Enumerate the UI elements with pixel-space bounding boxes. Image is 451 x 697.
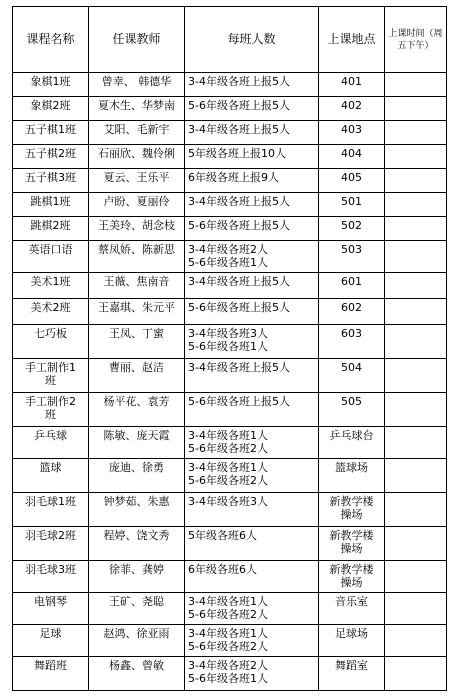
cell-teacher: 杨鑫、曾敏 [89,657,185,691]
cell-course [13,169,89,193]
cell-course-line: 乒乓球 [34,429,67,442]
table-row [13,97,447,121]
cell-location-line: 新教学楼 [329,529,374,542]
cell-time [385,325,447,359]
cell-location-line: 405 [341,171,362,184]
cell-time [385,561,447,593]
cell-teacher: 赵鸿、徐亚雨 [89,625,185,657]
cell-location [319,121,385,145]
cell-time [385,169,447,193]
cell-location [319,657,385,691]
cell-course [13,217,89,241]
cell-per-class-line: 3-4年级各班3人 [188,495,268,508]
cell-course [13,121,89,145]
cell-per-class-line: 5-6年级各班上报5人 [188,395,290,408]
cell-location [319,217,385,241]
cell-time [385,273,447,299]
cell-location [319,393,385,427]
cell-course [13,527,89,561]
cell-teacher: 曹丽、赵洁 [89,359,185,393]
cell-per-class-line: 3-4年级各班上报5人 [188,195,290,208]
table-row [13,325,447,359]
cell-time [385,217,447,241]
cell-per-class [185,97,319,121]
cell-per-class [185,193,319,217]
table-body [13,73,447,691]
cell-per-class [185,427,319,459]
cell-location [319,527,385,561]
cell-course-line: 象棋1班 [30,75,71,88]
table-row [13,625,447,657]
cell-teacher: 卢盼、夏丽伶 [89,193,185,217]
header-location: 上课地点 [319,7,385,73]
cell-time [385,493,447,527]
cell-location-line: 401 [341,75,362,88]
cell-course-line: 七巧板 [34,327,67,340]
cell-time [385,97,447,121]
cell-location-line: 新教学楼 [329,563,374,576]
cell-per-class [185,241,319,273]
cell-teacher: 程婷、饶文秀 [89,527,185,561]
cell-time [385,593,447,625]
cell-course [13,273,89,299]
cell-location-line: 舞蹈室 [335,659,368,672]
cell-time [385,393,447,427]
table-row [13,459,447,493]
cell-course-line: 五子棋1班 [25,123,76,136]
cell-location [319,73,385,97]
cell-time [385,193,447,217]
cell-teacher: 王嘉琪、朱元平 [89,299,185,325]
cell-per-class [185,145,319,169]
cell-per-class-line: 3-4年级各班上报5人 [188,275,290,288]
cell-per-class-line: 5年级各班6人 [188,529,257,542]
cell-location-line: 403 [341,123,362,136]
cell-per-class [185,299,319,325]
cell-teacher: 钟梦茹、朱惠 [89,493,185,527]
header-teacher: 任课教师 [89,7,185,73]
cell-location-line: 502 [341,219,362,232]
cell-location-line: 操场 [340,542,363,555]
cell-per-class [185,393,319,427]
cell-per-class-line: 5-6年级各班2人 [188,640,268,653]
cell-per-class [185,459,319,493]
cell-teacher: 夏云、王乐平 [89,169,185,193]
cell-per-class-line: 3-4年级各班上报5人 [188,123,290,136]
cell-course [13,625,89,657]
cell-per-class-line: 3-4年级各班1人 [188,461,268,474]
cell-location-line: 602 [341,301,362,314]
cell-per-class-line: 3-4年级各班上报5人 [188,75,290,88]
cell-per-class-line: 5-6年级各班2人 [188,442,268,455]
cell-course [13,299,89,325]
cell-location [319,97,385,121]
cell-teacher: 王矿、尧聪 [89,593,185,625]
cell-course [13,493,89,527]
header-per-class: 每班人数 [185,7,319,73]
cell-course [13,73,89,97]
cell-location [319,241,385,273]
cell-per-class [185,493,319,527]
cell-per-class-line: 3-4年级各班3人 [188,327,268,340]
cell-location-line: 402 [341,99,362,112]
table-row [13,393,447,427]
table-row [13,427,447,459]
table-row [13,241,447,273]
cell-teacher: 陈敏、庞天霞 [89,427,185,459]
cell-per-class-line: 3-4年级各班上报5人 [188,361,290,374]
table-row [13,273,447,299]
cell-per-class [185,527,319,561]
cell-location [319,593,385,625]
cell-location [319,561,385,593]
table-row [13,561,447,593]
cell-per-class-line: 5-6年级各班上报5人 [188,301,290,314]
cell-time [385,121,447,145]
table-row [13,493,447,527]
cell-course [13,561,89,593]
cell-location [319,325,385,359]
cell-per-class-line: 3-4年级各班2人 [188,659,268,672]
cell-location [319,145,385,169]
cell-per-class-line: 5-6年级各班1人 [188,672,268,685]
cell-location-line: 篮球场 [335,461,368,474]
cell-location-line: 503 [341,243,362,256]
course-table-wrapper [12,6,447,691]
table-row [13,657,447,691]
cell-location-line: 505 [341,395,362,408]
cell-per-class [185,625,319,657]
table-row [13,193,447,217]
cell-location [319,459,385,493]
cell-time [385,657,447,691]
cell-per-class [185,593,319,625]
cell-location [319,493,385,527]
cell-per-class [185,217,319,241]
cell-location [319,427,385,459]
cell-location [319,169,385,193]
header-time: 上课时间（周五下午） [385,7,447,73]
cell-per-class [185,121,319,145]
cell-location-line: 603 [341,327,362,340]
cell-location-line: 501 [341,195,362,208]
cell-per-class [185,273,319,299]
table-row [13,593,447,625]
cell-per-class-line: 5年级各班上报10人 [188,147,286,160]
cell-course-line: 羽毛球3班 [25,563,76,576]
cell-course [13,593,89,625]
cell-location-line: 404 [341,147,362,160]
cell-location [319,273,385,299]
cell-per-class-line: 5-6年级各班2人 [188,474,268,487]
cell-course [13,657,89,691]
cell-teacher: 徐菲、龚婷 [89,561,185,593]
cell-location-line: 504 [341,361,362,374]
cell-teacher: 王薇、焦南音 [89,273,185,299]
cell-per-class [185,73,319,97]
header-course: 课程名称 [13,7,89,73]
cell-per-class-line: 5-6年级各班2人 [188,608,268,621]
cell-course-line: 美术2班 [30,301,71,314]
cell-course [13,97,89,121]
cell-course [13,359,89,393]
cell-time [385,459,447,493]
cell-per-class-line: 3-4年级各班1人 [188,595,268,608]
cell-course-line: 足球 [39,627,62,640]
cell-per-class-line: 6年级各班6人 [188,563,257,576]
cell-time [385,625,447,657]
cell-per-class [185,657,319,691]
cell-teacher: 蔡凤娇、陈新思 [89,241,185,273]
cell-per-class [185,359,319,393]
cell-course [13,241,89,273]
cell-course-line: 班 [45,374,56,387]
cell-course-line: 电钢琴 [34,595,67,608]
cell-time [385,73,447,97]
cell-per-class-line: 5-6年级各班1人 [188,340,268,353]
cell-teacher: 庞迪、徐勇 [89,459,185,493]
cell-location-line: 新教学楼 [329,495,374,508]
cell-course-line: 篮球 [39,461,62,474]
cell-per-class-line: 3-4年级各班1人 [188,429,268,442]
cell-per-class-line: 5-6年级各班上报5人 [188,99,290,112]
cell-course-line: 五子棋2班 [25,147,76,160]
cell-teacher: 曾幸、 韩德华 [89,73,185,97]
cell-teacher: 石丽欣、魏伶俐 [89,145,185,169]
cell-per-class-line: 3-4年级各班1人 [188,627,268,640]
cell-time [385,427,447,459]
cell-time [385,527,447,561]
cell-course-line: 美术1班 [30,275,71,288]
cell-time [385,241,447,273]
cell-course-line: 跳棋2班 [30,219,71,232]
cell-location-line: 乒乓球台 [329,429,374,442]
cell-course-line: 跳棋1班 [30,195,71,208]
cell-teacher: 王美玲、胡念枝 [89,217,185,241]
cell-per-class [185,325,319,359]
cell-course-line: 舞蹈班 [34,659,67,672]
cell-course-line: 班 [45,408,56,421]
cell-course-line: 英语口语 [28,243,73,256]
table-row [13,527,447,561]
cell-location-line: 足球场 [335,627,368,640]
course-table [12,6,447,691]
cell-course [13,193,89,217]
cell-course-line: 五子棋3班 [25,171,76,184]
cell-per-class-line: 5-6年级各班上报5人 [188,219,290,232]
table-row [13,299,447,325]
cell-course [13,427,89,459]
cell-course-line: 羽毛球1班 [25,495,76,508]
table-row [13,73,447,97]
cell-time [385,145,447,169]
table-row [13,217,447,241]
cell-course [13,145,89,169]
cell-location [319,359,385,393]
table-row [13,145,447,169]
cell-time [385,299,447,325]
cell-per-class-line: 6年级各班上报9人 [188,171,279,184]
cell-per-class-line: 5-6年级各班1人 [188,256,268,269]
cell-location [319,193,385,217]
table-row [13,169,447,193]
table-row [13,359,447,393]
cell-per-class [185,561,319,593]
cell-course [13,325,89,359]
cell-teacher: 艾阳、毛新宇 [89,121,185,145]
cell-location-line: 操场 [340,576,363,589]
cell-time [385,359,447,393]
cell-teacher: 杨平花、袁芳 [89,393,185,427]
table-row [13,121,447,145]
cell-course [13,393,89,427]
cell-location-line: 601 [341,275,362,288]
cell-course-line: 手工制作2 [25,395,76,408]
cell-per-class [185,169,319,193]
cell-teacher: 王凤、丁蜜 [89,325,185,359]
cell-course-line: 羽毛球2班 [25,529,76,542]
cell-location-line: 操场 [340,508,363,521]
cell-course-line: 象棋2班 [30,99,71,112]
cell-course [13,459,89,493]
cell-per-class-line: 3-4年级各班2人 [188,243,268,256]
cell-teacher: 夏木生、华梦南 [89,97,185,121]
cell-location [319,625,385,657]
cell-location-line: 音乐室 [335,595,368,608]
cell-course-line: 手工制作1 [25,361,76,374]
table-header-row [13,7,447,73]
cell-location [319,299,385,325]
